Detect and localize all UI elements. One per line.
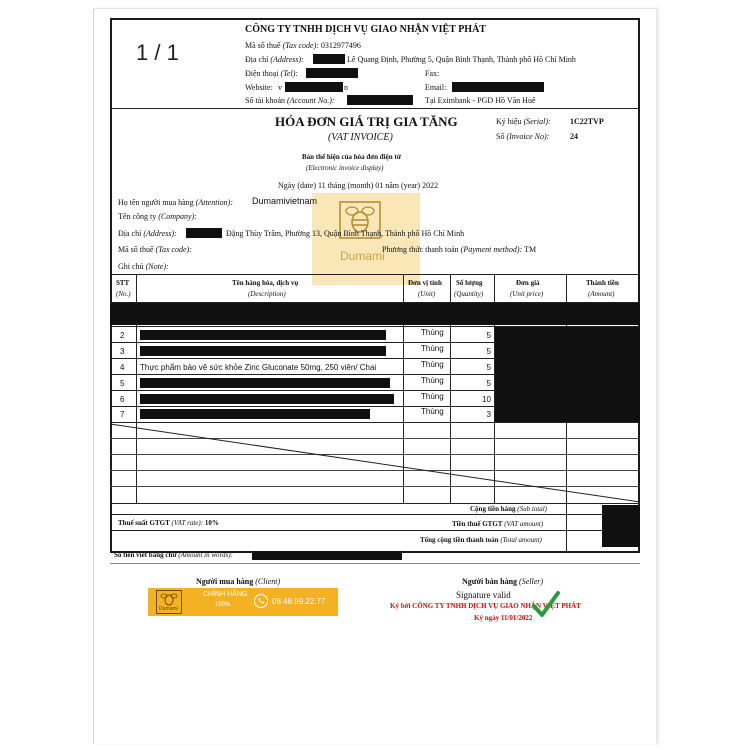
buyer-company-row: Tên công ty (Company): [118, 212, 197, 221]
header-unit: Đơn vị tính [408, 279, 442, 287]
seller-website-label: Website: [245, 83, 273, 92]
header-quantity: Số lượng [456, 279, 483, 287]
vat-amount-row: Tiền thuế GTGT (VAT amount) [452, 520, 544, 528]
row-qty: 5 [486, 379, 491, 388]
vat-rate-row: Thuế suất GTGT (VAT rate): 10% [118, 519, 219, 527]
stamp-label: CHÍNH HÃNG [203, 591, 248, 598]
seller-address-row: Địa chỉ (Address): [245, 55, 304, 64]
redaction-block [140, 409, 370, 419]
seller-email-label: Email: [425, 83, 447, 92]
redacted-row [110, 303, 640, 325]
invoice-title: HÓA ĐƠN GIÁ TRỊ GIA TĂNG [275, 114, 458, 129]
redaction-block [140, 346, 386, 356]
redacted-totals [602, 505, 640, 547]
row-qty: 5 [486, 363, 491, 372]
buyer-note-row: Ghi chú (Note): [118, 262, 169, 271]
row-unit: Thùng [421, 407, 444, 416]
row-no: 7 [120, 410, 125, 419]
row-qty: 5 [486, 331, 491, 340]
row-no: 4 [120, 363, 125, 372]
buyer-address: Đặng Thùy Trâm, Phường 13, Quận Bình Thạnh, Thành phố Hồ Chí Minh [226, 229, 465, 238]
row-no: 5 [120, 379, 125, 388]
seller-address: Lê Quang Định, Phường 5, Quận Bình Thạnh, Thành phố Hồ Chí Minh [347, 55, 576, 64]
redaction-block [285, 82, 343, 92]
buyer-tax-row: Mã số thuế (Tax code): [118, 245, 192, 254]
seller-signature-label: Người bán hàng (Seller) [462, 577, 544, 586]
display-note-en: (Electronic invoice display) [306, 164, 384, 172]
buyer-address-row: Địa chỉ (Address): [118, 229, 177, 238]
header-description: Tên hàng hóa, dịch vụ [232, 279, 299, 287]
divider [110, 514, 640, 515]
row-divider [110, 342, 494, 343]
row-no: 3 [120, 347, 125, 356]
buyer-name: Dumamivietnam [252, 196, 318, 206]
stamp-logo-icon [156, 590, 182, 614]
row-qty: 10 [482, 395, 491, 404]
subtotal-row: Cộng tiền hàng (Sub total) [470, 505, 548, 513]
row-divider [110, 358, 494, 359]
invoice-date: Ngày (date) 11 tháng (month) 01 năm (year) 2022 [278, 181, 439, 190]
divider [110, 530, 640, 531]
row-divider [110, 374, 494, 375]
signature-valid: Signature valid [456, 590, 511, 600]
seller-tax-row: Mã số thuế (Tax code): 0312977496 [245, 41, 361, 50]
amount-in-words-row: Số tiền viết bằng chữ (Amount in words): [114, 551, 233, 559]
redaction-block [313, 54, 345, 64]
table-bottom-border [110, 503, 640, 504]
header-amount: Thành tiền [586, 279, 619, 287]
seller-phone-row: Điện thoại (Tel): [245, 69, 299, 78]
empty-rows-strike [110, 422, 640, 504]
seller-website-prefix: v [278, 83, 282, 92]
column-divider [566, 503, 567, 551]
buyer-payment-row: Phương thức thanh toán (Payment method): TM [382, 245, 537, 254]
header-unit-price-en: (Unit price) [510, 290, 544, 298]
seller-company: CÔNG TY TNHH DỊCH VỤ GIAO NHẬN VIỆT PHÁT [245, 24, 486, 35]
check-icon [530, 590, 560, 620]
row-qty: 5 [486, 347, 491, 356]
signed-by: Ký bởi CÔNG TY TNHH DỊCH VỤ GIAO NHẬN VIỆT PHÁT [390, 602, 581, 610]
header-unit-en: (Unit) [418, 290, 436, 298]
invoice-serial: 1C22TVP [570, 117, 604, 126]
total-row: Tổng cộng tiền thanh toán (Total amount) [420, 536, 542, 544]
row-unit: Thùng [421, 360, 444, 369]
divider [110, 563, 640, 564]
redaction-block [452, 82, 544, 92]
divider [110, 108, 640, 109]
invoice-number-row: Số (Invoice No): [496, 132, 550, 141]
buyer-name-row: Họ tên người mua hàng (Attention): [118, 198, 233, 207]
row-qty: 3 [486, 410, 491, 419]
redaction-block [306, 68, 358, 78]
stamp-percent: 100% [215, 602, 231, 608]
row-unit: Thùng [421, 328, 444, 337]
stamp-phone: 08.48.99.22.77 [272, 597, 326, 606]
row-unit: Thùng [421, 376, 444, 385]
header-no: STT [116, 279, 130, 287]
redaction-block [252, 551, 402, 560]
redacted-prices [495, 327, 640, 422]
row-unit: Thùng [421, 344, 444, 353]
phone-icon [254, 594, 268, 608]
header-quantity-en: (Quantity) [454, 290, 484, 298]
redaction-block [140, 378, 390, 388]
row-no: 6 [120, 395, 125, 404]
page-marker: 1 / 1 [136, 40, 179, 65]
row-divider [110, 390, 494, 391]
row-no: 2 [120, 331, 125, 340]
stamp-brand: Dumami [159, 606, 178, 612]
header-no-en: (No.) [116, 290, 131, 298]
signed-date: Ký ngày 11/01/2022 [474, 614, 533, 622]
display-note: Bản thể hiện của hóa đơn điện tử [302, 153, 401, 161]
header-description-en: (Description) [248, 290, 286, 298]
buyer-signature-label: Người mua hàng (Client) [196, 577, 281, 586]
redaction-block [140, 394, 394, 404]
watermark-brand: Dumami [340, 249, 385, 263]
row-unit: Thùng [421, 392, 444, 401]
redaction-block [347, 95, 413, 105]
row-description: Thực phẩm bảo vệ sức khỏe Zinc Gluconate 50mg, 250 viên/ Chai [140, 363, 377, 372]
invoice-subtitle: (VAT INVOICE) [328, 132, 393, 143]
redaction-block [140, 330, 386, 340]
invoice-number: 24 [570, 132, 578, 141]
seller-account-row: Số tài khoản (Account No.): [245, 96, 335, 105]
seller-website-suffix: n [344, 83, 348, 92]
header-amount-en: (Amount) [588, 290, 615, 298]
seller-fax-label: Fax: [425, 69, 440, 78]
header-unit-price: Đơn giá [516, 279, 540, 287]
table-top-border [110, 274, 640, 275]
seller-bank: Tại Eximbank - PGD Hồ Văn Huê [425, 96, 536, 105]
redaction-block [186, 228, 222, 238]
invoice-serial-row: Ký hiệu (Serial): [496, 117, 551, 126]
